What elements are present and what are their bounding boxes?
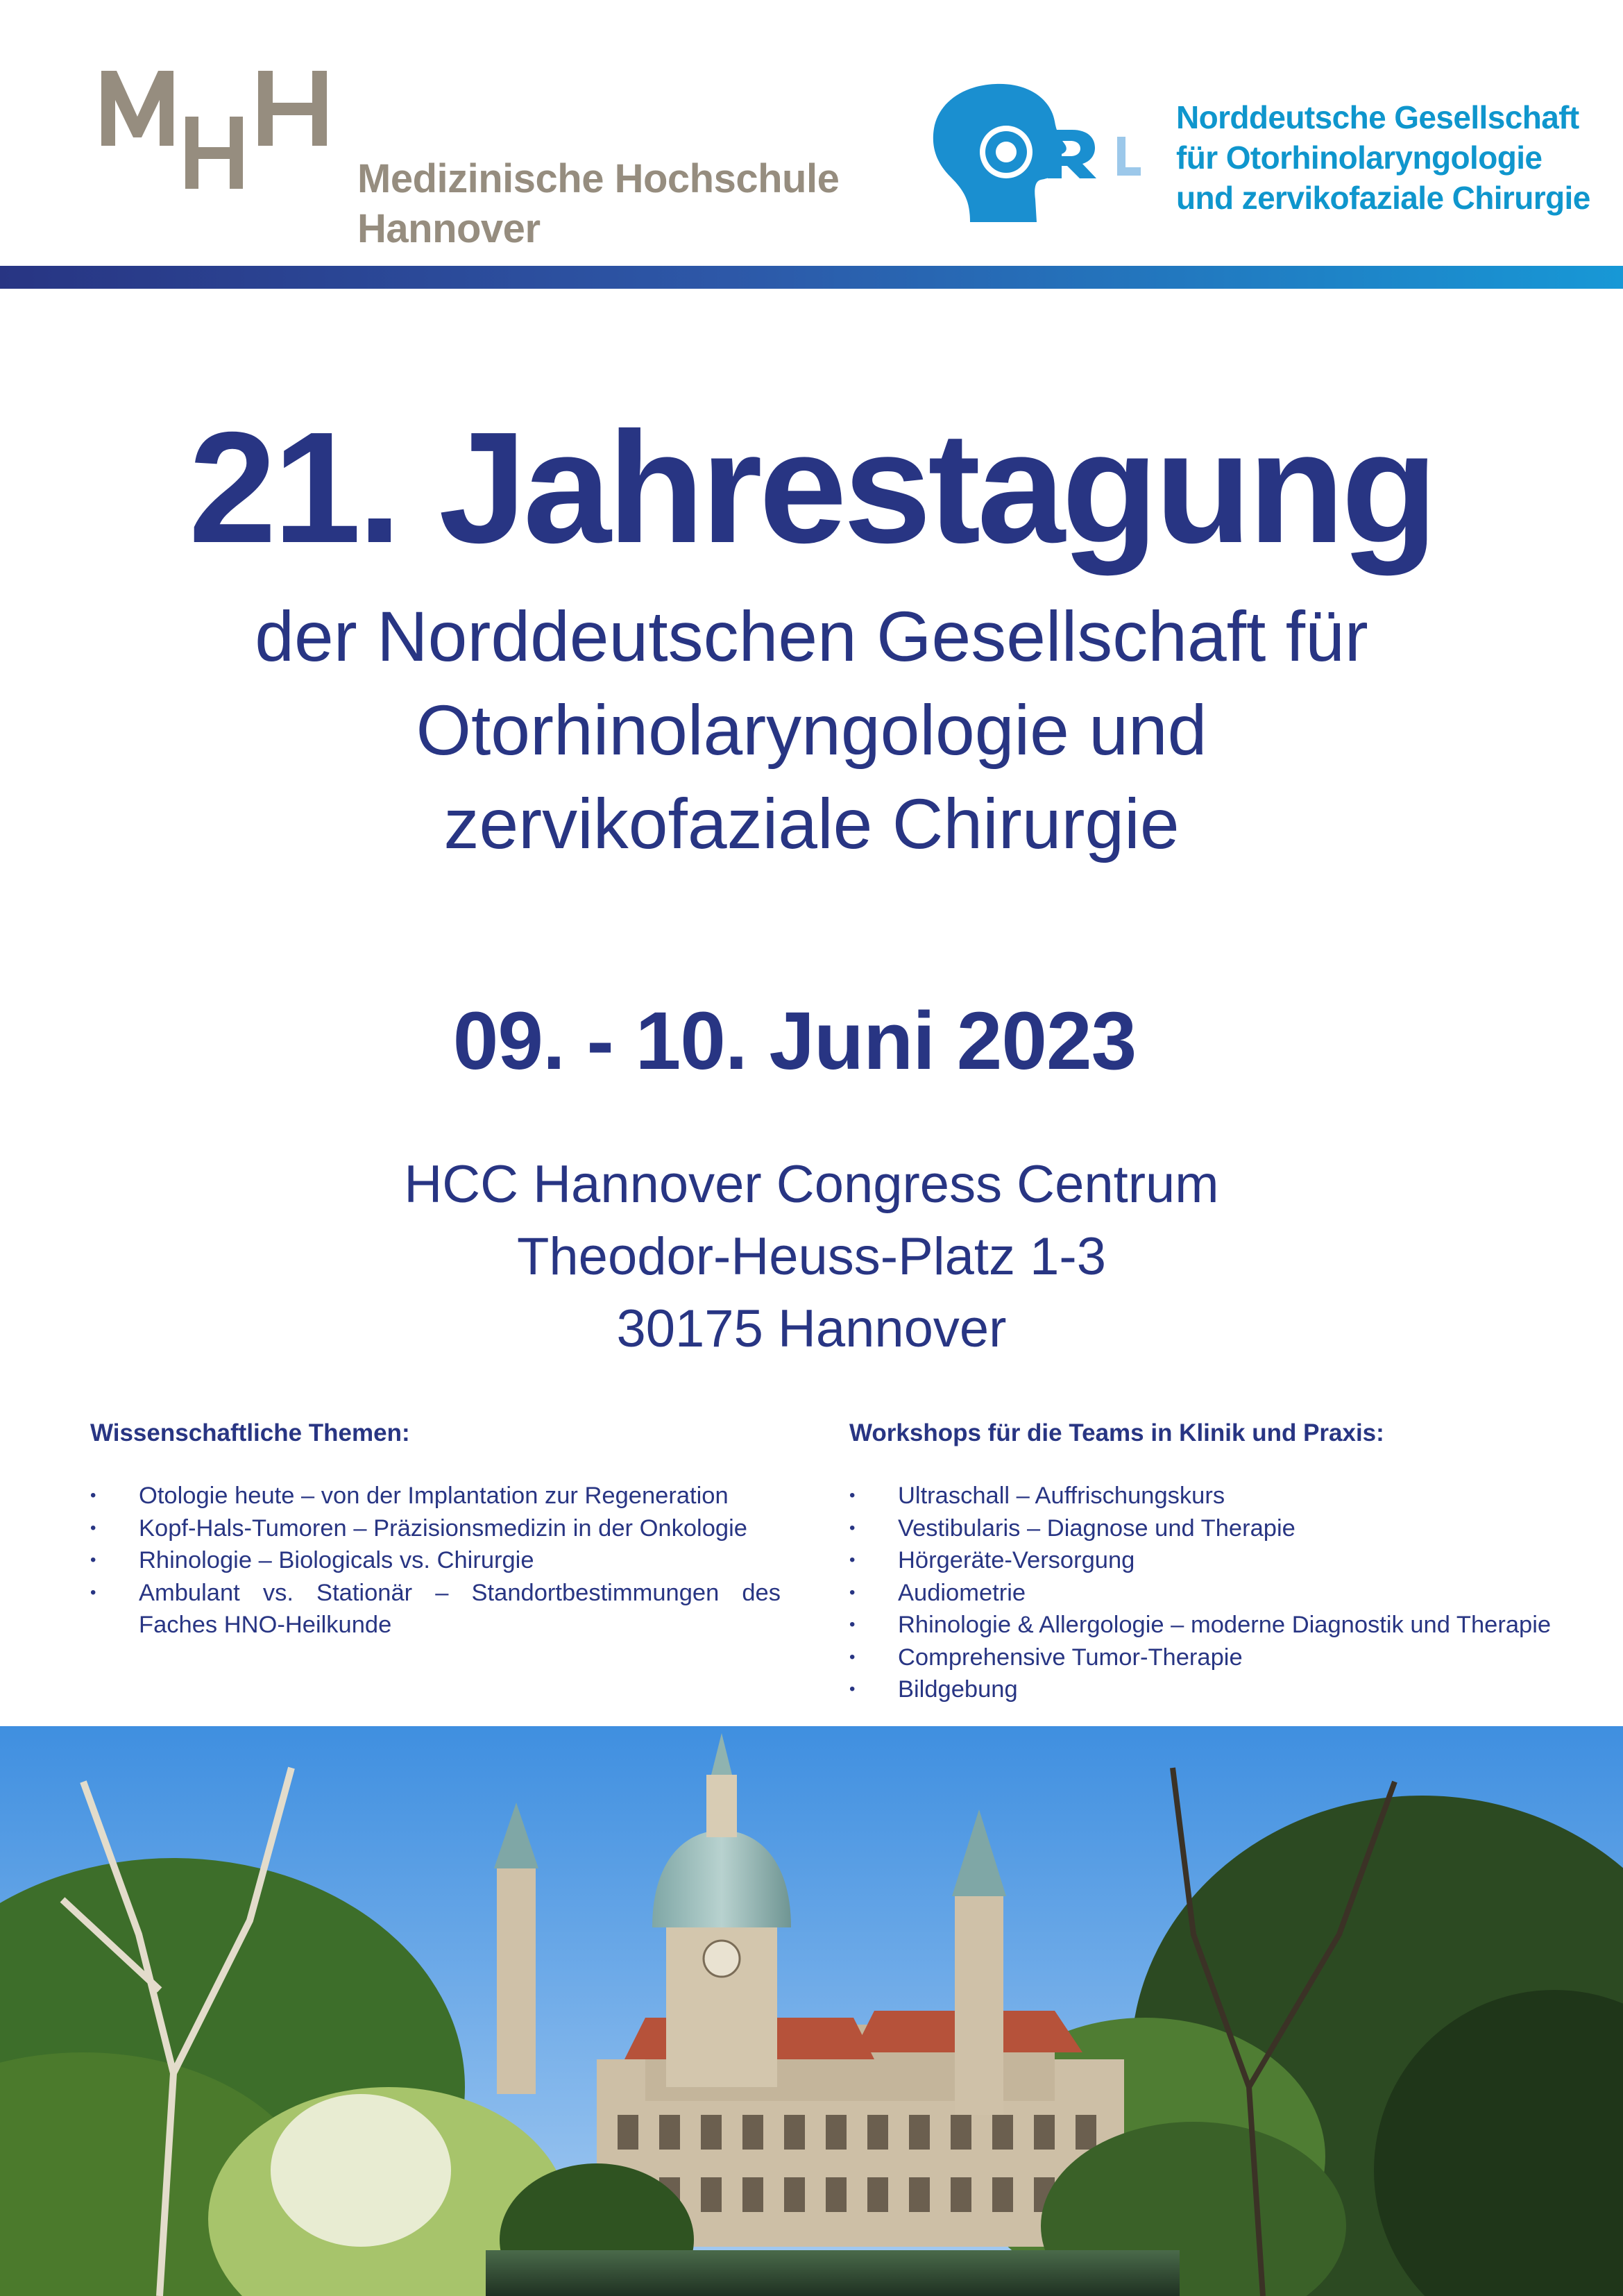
- bullet-icon: •: [849, 1582, 856, 1602]
- society-name-line1: Norddeutsche Gesellschaft: [1176, 99, 1579, 135]
- header-divider-bar: [0, 266, 1623, 289]
- venue-line2: Theodor-Heuss-Platz 1-3: [516, 1227, 1107, 1286]
- subtitle-line3: zervikofaziale Chirurgie: [443, 784, 1180, 863]
- mhh-name-line2: Hannover: [357, 206, 541, 251]
- list-item: • Kopf-Hals-Tumoren – Präzisionsmedizin in der Onkologie: [90, 1512, 781, 1545]
- venue-line1: HCC Hannover Congress Centrum: [404, 1155, 1219, 1214]
- scientific-topics-list: [90, 1480, 781, 1641]
- mhh-name-line1: Medizinische Hochschule: [357, 156, 840, 201]
- list-item: • Ultraschall – Auffrischungskurs: [849, 1480, 1613, 1512]
- workshops: [849, 1416, 1613, 1706]
- bullet-icon: •: [90, 1582, 96, 1602]
- workshops-list: [849, 1480, 1613, 1706]
- bullet-icon: •: [849, 1551, 856, 1569]
- bullet-icon: •: [849, 1680, 856, 1698]
- mhh-logo-icon: [97, 69, 333, 194]
- page-title: 21. Jahrestagung: [188, 400, 1435, 576]
- list-item: • Rhinologie – Biologicals vs. Chirurgie: [90, 1544, 781, 1577]
- list-item: • Audiometrie: [849, 1577, 1613, 1610]
- scientific-topics: [90, 1416, 781, 1641]
- list-item: • Bildgebung: [849, 1673, 1613, 1706]
- list-item: • Hörgeräte-Versorgung: [849, 1544, 1613, 1577]
- workshops-heading: Workshops für die Teams in Klinik und Praxis:: [849, 1419, 1384, 1446]
- event-date: 09. - 10. Juni 2023: [452, 995, 1137, 1087]
- venue-line3: 30175 Hannover: [616, 1299, 1007, 1358]
- society-name-line3: und zervikofaziale Chirurgie: [1176, 180, 1590, 216]
- bullet-icon: •: [90, 1518, 96, 1537]
- list-item: • Otologie heute – von der Implantation zur Regeneration: [90, 1480, 781, 1512]
- page-subtitle: [0, 590, 1623, 871]
- scientific-topics-heading: Wissenschaftliche Themen:: [90, 1419, 410, 1446]
- event-venue: [0, 1149, 1623, 1365]
- bullet-icon: •: [849, 1486, 856, 1505]
- society-name: [1176, 97, 1590, 218]
- list-item: • Rhinologie & Allergologie – moderne Diagnostik und Therapie: [849, 1609, 1613, 1641]
- subtitle-line1: der Norddeutschen Gesellschaft für: [255, 597, 1368, 676]
- society-name-line2: für Otorhinolaryngologie: [1176, 140, 1543, 176]
- bullet-icon: •: [849, 1615, 856, 1634]
- bullet-icon: •: [849, 1518, 856, 1537]
- list-item: • Comprehensive Tumor-Therapie: [849, 1641, 1613, 1674]
- mhh-name: [357, 154, 839, 254]
- bullet-icon: •: [90, 1551, 96, 1569]
- bullet-icon: •: [90, 1486, 96, 1505]
- town-hall-photo: [0, 1726, 1623, 2296]
- list-item: • Ambulant vs. Stationär – Standortbestimmungen des Faches HNO-Heilkunde: [90, 1577, 781, 1641]
- bullet-icon: •: [849, 1647, 856, 1666]
- list-item: • Vestibularis – Diagnose und Therapie: [849, 1512, 1613, 1545]
- orl-head-logo-icon: [930, 80, 1166, 226]
- subtitle-line2: Otorhinolaryngologie und: [416, 691, 1207, 770]
